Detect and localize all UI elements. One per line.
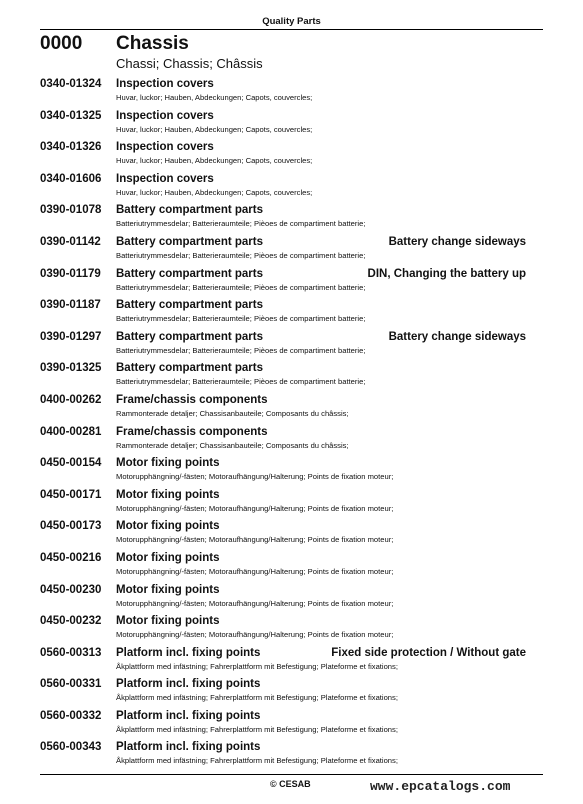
part-code: 0450-00232 bbox=[40, 615, 102, 628]
part-code: 0390-01078 bbox=[40, 204, 102, 217]
page-header-title: Quality Parts bbox=[262, 16, 321, 27]
part-name: Frame/chassis components bbox=[116, 425, 268, 438]
part-name: Battery compartment parts bbox=[116, 235, 263, 248]
part-translations: Batteriutrymmesdelar; Batterieraumteile; Pièoes de compartiment batterie; bbox=[116, 282, 366, 292]
part-code: 0450-00216 bbox=[40, 551, 102, 564]
list-item bbox=[0, 678, 583, 710]
part-name: Inspection covers bbox=[116, 172, 214, 185]
part-translations: Huvar, luckor; Hauben, Abdeckungen; Capots, couvercles; bbox=[116, 93, 313, 102]
list-item bbox=[0, 78, 583, 110]
part-translations: Batteriutrymmesdelar; Batterieraumteile; Pièoes de compartiment batterie; bbox=[116, 314, 366, 324]
part-translations: Motorupphängning/-fästen; Motoraufhängung/Halterung; Points de fixation moteur; bbox=[116, 598, 394, 608]
part-code: 0390-01142 bbox=[40, 235, 101, 248]
part-name: Battery compartment parts bbox=[116, 267, 263, 280]
part-code: 0450-00230 bbox=[40, 583, 102, 596]
part-name: Inspection covers bbox=[116, 141, 214, 154]
part-name: Platform incl. fixing points bbox=[116, 709, 261, 722]
part-name: Platform incl. fixing points bbox=[116, 646, 261, 659]
part-name: Battery compartment parts bbox=[116, 204, 263, 217]
part-translations: Motorupphängning/-fästen; Motoraufhängung/Halterung; Points de fixation moteur; bbox=[116, 472, 394, 482]
list-item bbox=[0, 141, 583, 173]
list-item bbox=[0, 615, 583, 647]
list-item bbox=[0, 299, 583, 331]
watermark-text: www.epcatalogs.com bbox=[370, 779, 511, 794]
list-item bbox=[0, 110, 583, 142]
list-item bbox=[0, 173, 583, 205]
part-name: Battery compartment parts bbox=[116, 330, 263, 343]
list-item bbox=[0, 520, 583, 552]
part-translations: Batteriutrymmesdelar; Batterieraumteile; Pièoes de compartiment batterie; bbox=[116, 219, 366, 229]
copyright-text: © CESAB bbox=[270, 779, 311, 789]
part-name: Inspection covers bbox=[116, 78, 214, 90]
part-name: Motor fixing points bbox=[116, 583, 220, 596]
part-code: 0390-01297 bbox=[40, 330, 102, 343]
list-item bbox=[0, 489, 583, 521]
part-note: DIN, Changing the battery up bbox=[367, 267, 526, 280]
parts-list bbox=[0, 78, 583, 773]
part-code: 0450-00154 bbox=[40, 457, 102, 470]
part-translations: Motorupphängning/-fästen; Motoraufhängung/Halterung; Points de fixation moteur; bbox=[116, 503, 394, 513]
part-translations: Huvar, luckor; Hauben, Abdeckungen; Capots, couvercles; bbox=[116, 124, 313, 134]
part-code: 0560-00343 bbox=[40, 741, 102, 754]
part-name: Motor fixing points bbox=[116, 488, 220, 501]
part-code: 0390-01325 bbox=[40, 362, 102, 375]
list-item bbox=[0, 236, 583, 268]
part-translations: Huvar, luckor; Hauben, Abdeckungen; Capots, couvercles; bbox=[116, 156, 313, 166]
list-item bbox=[0, 331, 583, 363]
part-code: 0340-01325 bbox=[40, 109, 102, 122]
part-name: Platform incl. fixing points bbox=[116, 678, 261, 691]
part-code: 0560-00332 bbox=[40, 709, 102, 722]
part-translations: Motorupphängning/-fästen; Motoraufhängung/Halterung; Points de fixation moteur; bbox=[116, 630, 394, 640]
list-item bbox=[0, 268, 583, 300]
part-translations: Rammonterade detaljer; Chassisanbauteile; Composants du châssis; bbox=[116, 408, 349, 418]
part-code: 0450-00173 bbox=[40, 520, 102, 533]
part-name: Battery compartment parts bbox=[116, 299, 263, 312]
list-item bbox=[0, 584, 583, 616]
part-translations: Motorupphängning/-fästen; Motoraufhängung/Halterung; Points de fixation moteur; bbox=[116, 566, 394, 576]
part-translations: Batteriutrymmesdelar; Batterieraumteile; Pièoes de compartiment batterie; bbox=[116, 250, 366, 260]
part-note: Fixed side protection / Without gate bbox=[331, 646, 526, 659]
part-name: Motor fixing points bbox=[116, 520, 220, 533]
part-code: 0400-00281 bbox=[40, 425, 102, 438]
part-code: 0560-00331 bbox=[40, 678, 102, 691]
list-item bbox=[0, 204, 583, 236]
part-translations: Åkplattform med infästning; Fahrerplattform mit Befestigung; Plateforme et fixations; bbox=[116, 756, 398, 766]
list-item bbox=[0, 710, 583, 742]
part-note: Battery change sideways bbox=[388, 235, 526, 248]
part-translations: Åkplattform med infästning; Fahrerplattform mit Befestigung; Plateforme et fixations; bbox=[116, 661, 398, 671]
part-translations: Rammonterade detaljer; Chassisanbauteile; Composants du châssis; bbox=[116, 440, 349, 450]
part-name: Motor fixing points bbox=[116, 457, 220, 470]
part-code: 0390-01187 bbox=[40, 299, 101, 312]
list-item bbox=[0, 457, 583, 489]
part-name: Motor fixing points bbox=[116, 551, 220, 564]
list-item bbox=[0, 552, 583, 584]
list-item bbox=[0, 647, 583, 679]
part-code: 0450-00171 bbox=[40, 488, 102, 501]
section-code: 0000 bbox=[40, 33, 83, 54]
part-code: 0400-00262 bbox=[40, 393, 102, 406]
part-code: 0340-01606 bbox=[40, 172, 102, 185]
part-name: Frame/chassis components bbox=[116, 393, 268, 406]
list-item bbox=[0, 362, 583, 394]
part-translations: Batteriutrymmesdelar; Batterieraumteile; Pièoes de compartiment batterie; bbox=[116, 345, 366, 355]
header-divider bbox=[40, 29, 543, 30]
section-title: Chassis bbox=[116, 33, 189, 54]
list-item bbox=[0, 394, 583, 426]
list-item bbox=[0, 426, 583, 458]
part-translations: Batteriutrymmesdelar; Batterieraumteile; Pièoes de compartiment batterie; bbox=[116, 377, 366, 387]
part-code: 0560-00313 bbox=[40, 646, 102, 659]
part-note: Battery change sideways bbox=[388, 330, 526, 343]
list-item bbox=[0, 741, 583, 773]
part-translations: Åkplattform med infästning; Fahrerplattform mit Befestigung; Plateforme et fixations; bbox=[116, 693, 398, 703]
part-translations: Huvar, luckor; Hauben, Abdeckungen; Capots, couvercles; bbox=[116, 187, 313, 197]
part-code: 0340-01324 bbox=[40, 78, 102, 90]
section-translations: Chassi; Chassis; Châssis bbox=[116, 56, 263, 71]
part-name: Platform incl. fixing points bbox=[116, 741, 261, 754]
part-code: 0390-01179 bbox=[40, 267, 101, 280]
footer-divider bbox=[40, 774, 543, 775]
part-name: Motor fixing points bbox=[116, 615, 220, 628]
part-translations: Motorupphängning/-fästen; Motoraufhängung/Halterung; Points de fixation moteur; bbox=[116, 535, 394, 545]
part-translations: Åkplattform med infästning; Fahrerplattform mit Befestigung; Plateforme et fixations; bbox=[116, 724, 398, 734]
part-name: Inspection covers bbox=[116, 109, 214, 122]
part-name: Battery compartment parts bbox=[116, 362, 263, 375]
part-code: 0340-01326 bbox=[40, 141, 102, 154]
